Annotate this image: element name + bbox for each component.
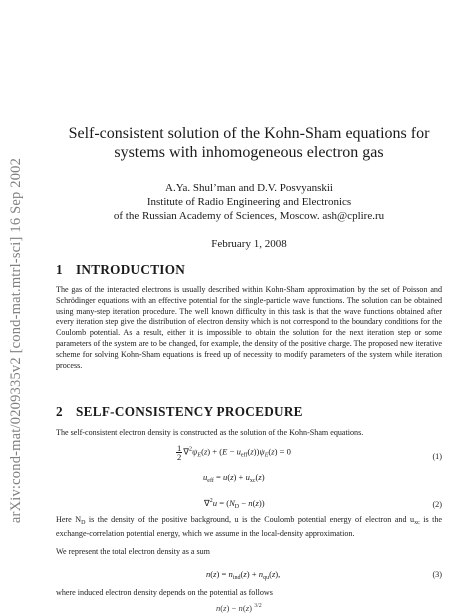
equation-1-effective-potential: $u_{eff} = u(z) + u_{xc}(z)$ xyxy=(203,472,265,484)
title-line-1: Self-consistent solution of the Kohn-Sham equations for xyxy=(68,125,430,142)
density-sum-sentence: We represent the total electron density as a sum xyxy=(56,547,210,556)
explanation-start: Here N xyxy=(56,515,82,524)
section-2-intro: The self-consistent electron density is constructed as the solution of the Kohn-Sham equations. xyxy=(56,428,364,437)
equation-2-explanation: Here $N_D$ is the density of the positive background, u is the Coulomb potential energy of electron and $u_{xc}$ is the exchange-correlation potential energy, which we assume in the local-density approximation. xyxy=(56,515,442,538)
equation-1-schrodinger: $\frac{1}{2}$ $\nabla^2\psi_E(z) + (E - u_{eff}(z))\psi_E(z) = 0$ xyxy=(177,443,291,462)
equation-4-partial: n(z) − n(z) $^{3/2}$ xyxy=(216,603,262,613)
affiliation-line-1: Institute of Radio Engineering and Electronics xyxy=(146,196,352,208)
section-2-heading xyxy=(56,404,303,420)
paper-title xyxy=(56,124,442,162)
section-2-title: SELF-CONSISTENCY PROCEDURE xyxy=(76,404,303,419)
explanation-middle: is the density of the positive background, u is the Coulomb potential energy of electron and u xyxy=(85,515,415,524)
section-1-heading xyxy=(56,262,185,278)
author-list: A.Ya. Shul’man and D.V. Posvyanskii xyxy=(165,182,333,194)
arxiv-identifier-stamp xyxy=(2,90,32,590)
equation-1-number: (1) xyxy=(432,452,442,461)
explanation-end: is the exchange-correlation potential energy, which we assume in the local-density approximation. xyxy=(56,515,442,538)
section-1-title: INTRODUCTION xyxy=(76,262,186,277)
arxiv-identifier-text: arXiv:cond-mat/0209335v2 [cond-mat.mtrl-sci] 16 Sep 2002 xyxy=(8,157,25,523)
induced-density-sentence: where induced electron density depends on the potential as follows xyxy=(56,588,273,597)
equation-2-poisson: $\nabla^2u = (N_D - n(z))$ xyxy=(204,498,265,510)
paper-date: February 1, 2008 xyxy=(211,238,287,250)
paper-page xyxy=(56,0,442,613)
introduction-paragraph: The gas of the interacted electrons is usually described within Kohn-Sham approximation by the set of Poisson and Schrödinger equations with an effective potential for the single-particle wave functions. The solution can be obtained using many-step iteration procedure. The well known difficulty in this task is that the wave functions obtained after every iteration step give the distribution of electron density which is not correspond to the boundary conditions for the Coulomb potential. As a result, either it is impossible to obtain the solution for the next iteration step or some parameters of the system are to be changed, for example, the density of the positive charge. The proposed new iterative scheme for solving Kohn-Sham equations is freed up of necessity to modify parameters of the system while iteration process. xyxy=(56,285,442,370)
equation-3-number: (3) xyxy=(432,570,442,579)
section-2-number: 2 xyxy=(56,404,63,419)
section-1-number: 1 xyxy=(56,262,63,277)
title-line-2: systems with inhomogeneous electron gas xyxy=(114,144,384,161)
equation-2-number: (2) xyxy=(432,500,442,509)
affiliation-line-2: of the Russian Academy of Sciences, Moscow. ash@cplire.ru xyxy=(113,210,385,222)
equation-3-density-sum: $n(z) = n_{ind}(z) + n_{qu}(z)$, xyxy=(206,569,281,581)
